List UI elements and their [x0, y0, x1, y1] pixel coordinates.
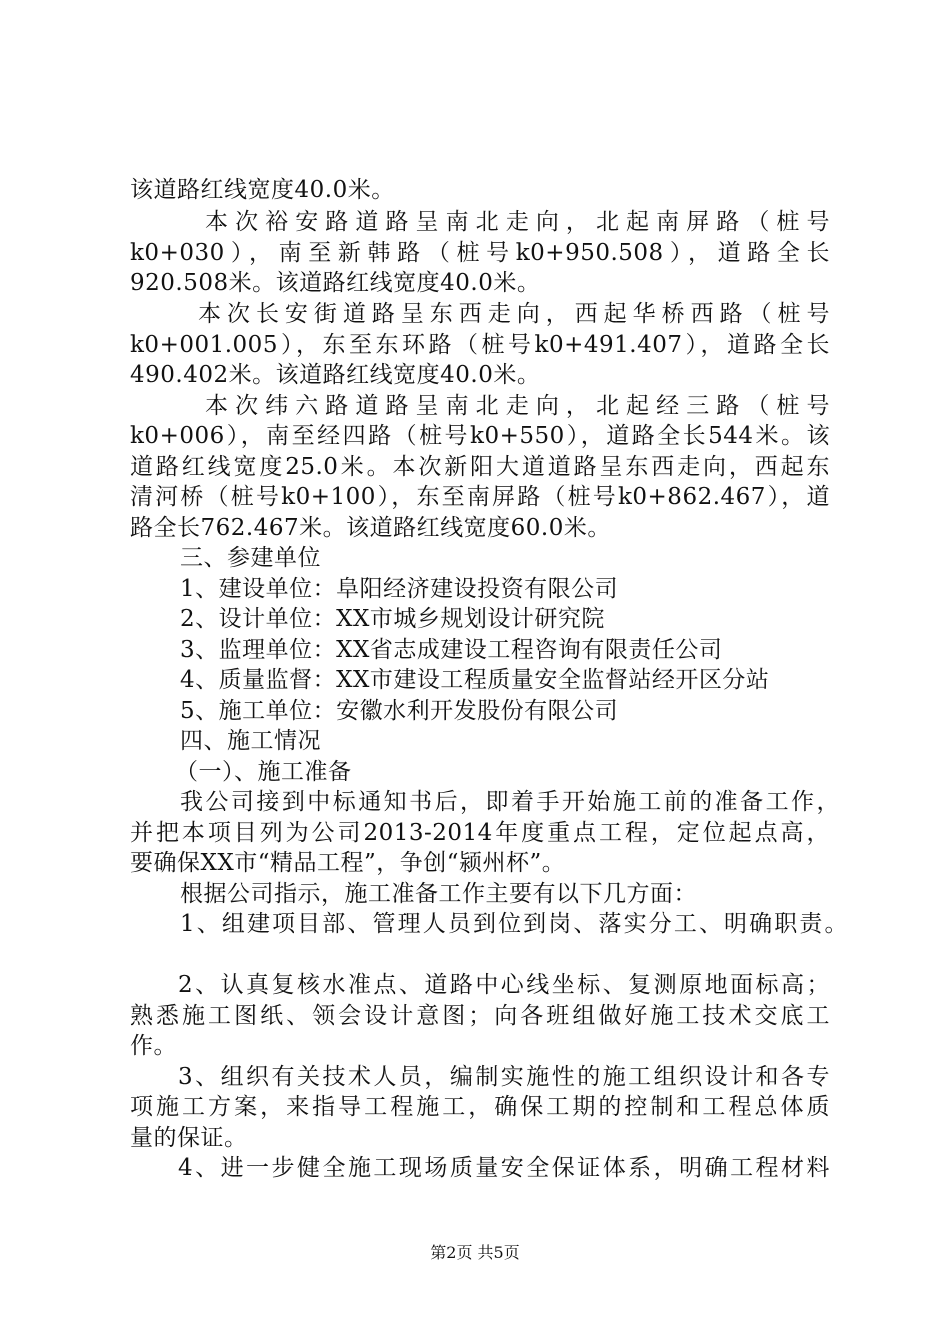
text-line-4: 920.508米。该道路红线宽度40.0米。 — [130, 270, 541, 296]
text-line-8: 本次纬六路道路呈南北走向，北起经三路（桩号 — [205, 393, 830, 419]
text-line-26: 2、认真复核水准点、道路中心线坐标、复测原地面标高； — [178, 972, 830, 998]
text-line-22: 并把本项目列为公司2013-2014年度重点工程，定位起点高， — [130, 820, 830, 846]
text-line-27: 熟悉施工图纸、领会设计意图；向各班组做好施工技术交底工 — [130, 1003, 830, 1029]
text-line-18: 5、施工单位：安徽水利开发股份有限公司 — [180, 698, 619, 724]
text-line-23: 要确保XX市“精品工程”，争创“颍州杯”。 — [130, 850, 566, 876]
text-line-24: 根据公司指示，施工准备工作主要有以下几方面： — [180, 881, 697, 907]
text-line-5: 本次长安街道路呈东西走向，西起华桥西路（桩号 — [198, 301, 830, 327]
subsection-heading-1: （一）、施工准备 — [175, 759, 352, 785]
text-line-9: k0+006），南至经四路（桩号k0+550），道路全长544米。该 — [130, 423, 830, 449]
page-number-footer: 第2页 共5页 — [430, 1243, 520, 1262]
text-line-2: 本次裕安路道路呈南北走向，北起南屏路（桩号 — [205, 209, 830, 235]
text-line-7: 490.402米。该道路红线宽度40.0米。 — [130, 362, 541, 388]
text-line-6: k0+001.005），东至东环路（桩号k0+491.407），道路全长 — [130, 332, 830, 358]
text-line-32: 4、进一步健全施工现场质量安全保证体系，明确工程材料 — [178, 1155, 830, 1181]
text-line-3: k0+030），南至新韩路（桩号k0+950.508），道路全长 — [130, 240, 830, 266]
text-line-15: 2、设计单位：XX市城乡规划设计研究院 — [180, 606, 605, 632]
text-line-12: 路全长762.467米。该道路红线宽度60.0米。 — [130, 515, 611, 541]
text-line-10: 道路红线宽度25.0米。本次新阳大道道路呈东西走向，西起东 — [130, 454, 830, 480]
text-line-21: 我公司接到中标通知书后，即着手开始施工前的准备工作， — [180, 789, 840, 815]
text-line-25: 1、组建项目部、管理人员到位到岗、落实分工、明确职责。 — [180, 911, 848, 937]
text-line-17: 4、质量监督：XX市建设工程质量安全监督站经开区分站 — [180, 667, 770, 693]
text-line-14: 1、建设单位：阜阳经济建设投资有限公司 — [180, 576, 619, 602]
text-line-16: 3、监理单位：XX省志成建设工程咨询有限责任公司 — [180, 637, 723, 663]
text-line-30: 项施工方案，来指导工程施工，确保工期的控制和工程总体质 — [130, 1094, 830, 1120]
section-heading-4: 四、施工情况 — [180, 728, 321, 754]
section-heading-3: 三、参建单位 — [180, 545, 321, 571]
text-line-11: 清河桥（桩号k0+100），东至南屏路（桩号k0+862.467），道 — [130, 484, 830, 510]
text-line-1: 该道路红线宽度40.0米。 — [130, 177, 395, 203]
text-line-31: 量的保证。 — [130, 1125, 248, 1151]
text-line-29: 3、组织有关技术人员，编制实施性的施工组织设计和各专 — [178, 1064, 830, 1090]
text-line-28: 作。 — [130, 1033, 177, 1059]
